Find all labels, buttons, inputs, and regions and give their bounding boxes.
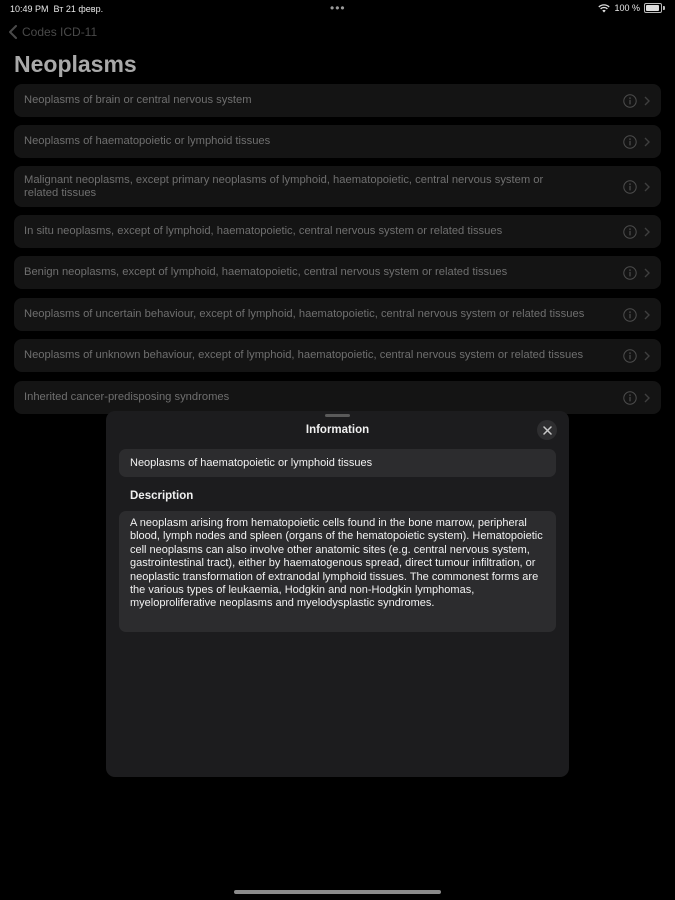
sheet-grabber[interactable] — [325, 414, 350, 417]
info-icon[interactable] — [623, 308, 637, 322]
status-right — [598, 3, 665, 13]
list-item[interactable] — [14, 215, 661, 248]
list-item[interactable] — [14, 125, 661, 158]
page-title: Neoplasms — [14, 51, 137, 77]
list-item[interactable] — [14, 381, 661, 414]
chevron-right-icon — [644, 351, 650, 361]
list-item-label: Neoplasms of uncertain behaviour, except of lymphoid, haematopoietic, central nervous system or related tissues — [24, 308, 585, 320]
chevron-right-icon — [644, 310, 650, 320]
info-icon[interactable] — [623, 266, 637, 280]
chevron-right-icon — [644, 137, 650, 147]
info-icon[interactable] — [623, 135, 637, 149]
info-icon[interactable] — [623, 94, 637, 108]
info-icon[interactable] — [623, 225, 637, 239]
status-time — [10, 4, 103, 14]
list-item-label: Neoplasms of haematopoietic or lymphoid tissues — [24, 135, 271, 147]
list-item-label: Neoplasms of brain or central nervous system — [24, 94, 252, 106]
chevron-right-icon — [644, 393, 650, 403]
list-item[interactable] — [14, 166, 661, 207]
info-icon[interactable] — [623, 349, 637, 363]
status-bar — [0, 0, 675, 18]
chevron-right-icon — [644, 227, 650, 237]
chevron-right-icon — [644, 182, 650, 192]
close-icon — [543, 426, 552, 435]
chevron-left-icon — [8, 25, 18, 39]
list-item-label: In situ neoplasms, except of lymphoid, haematopoietic, central nervous system or related tissues — [24, 225, 503, 237]
chevron-right-icon — [644, 96, 650, 106]
back-label: Codes ICD-11 — [22, 25, 98, 39]
multitasking-dots-icon[interactable]: ••• — [330, 1, 346, 15]
code-name-field: Neoplasms of haematopoietic or lymphoid tissues — [119, 449, 556, 477]
list-item[interactable] — [14, 84, 661, 117]
description-text: A neoplasm arising from hematopoietic cells found in the bone marrow, peripheral blood, lymph nodes and spleen (organs of the hematopoietic system). Hematopoietic cell neoplasms can also involve other anatomic sites (e.g. central nervous system, gastrointestinal tract), either by haematogenous spread, direct tumour infiltration, or neoplastic transformation of extranodal lymphoid tissues. The commonest forms are the various types of leukaemia, Hodgkin and non-Hodgkin lymphomas, myeloproliferative neoplasms and myelodysplastic syndromes. — [119, 511, 556, 632]
sheet-title: Information — [305, 424, 370, 436]
list-item-label: Malignant neoplasms, except primary neoplasms of lymphoid, haematopoietic, central nervous system or related tissues — [24, 173, 544, 199]
battery-tip — [663, 6, 665, 10]
battery-icon — [644, 3, 662, 13]
information-sheet — [106, 411, 569, 777]
description-heading: Description — [130, 490, 194, 502]
battery-percent: 100 % — [614, 3, 640, 13]
list-item-label: Inherited cancer-predisposing syndromes — [24, 391, 230, 403]
list-item[interactable] — [14, 298, 661, 331]
info-icon[interactable] — [623, 391, 637, 405]
wifi-icon — [598, 4, 610, 13]
list-item-label: Neoplasms of unknown behaviour, except of lymphoid, haematopoietic, central nervous system or related tissues — [24, 349, 584, 361]
status-time-text: 10:49 PM — [10, 4, 49, 14]
chevron-right-icon — [644, 268, 650, 278]
list-item-label: Benign neoplasms, except of lymphoid, haematopoietic, central nervous system or related tissues — [24, 266, 508, 278]
close-button[interactable] — [537, 420, 557, 440]
back-button[interactable] — [8, 25, 97, 39]
list-item[interactable] — [14, 256, 661, 289]
info-icon[interactable] — [623, 180, 637, 194]
status-date-text: Вт 21 февр. — [53, 4, 104, 14]
home-indicator[interactable] — [234, 890, 441, 894]
list-item[interactable] — [14, 339, 661, 372]
